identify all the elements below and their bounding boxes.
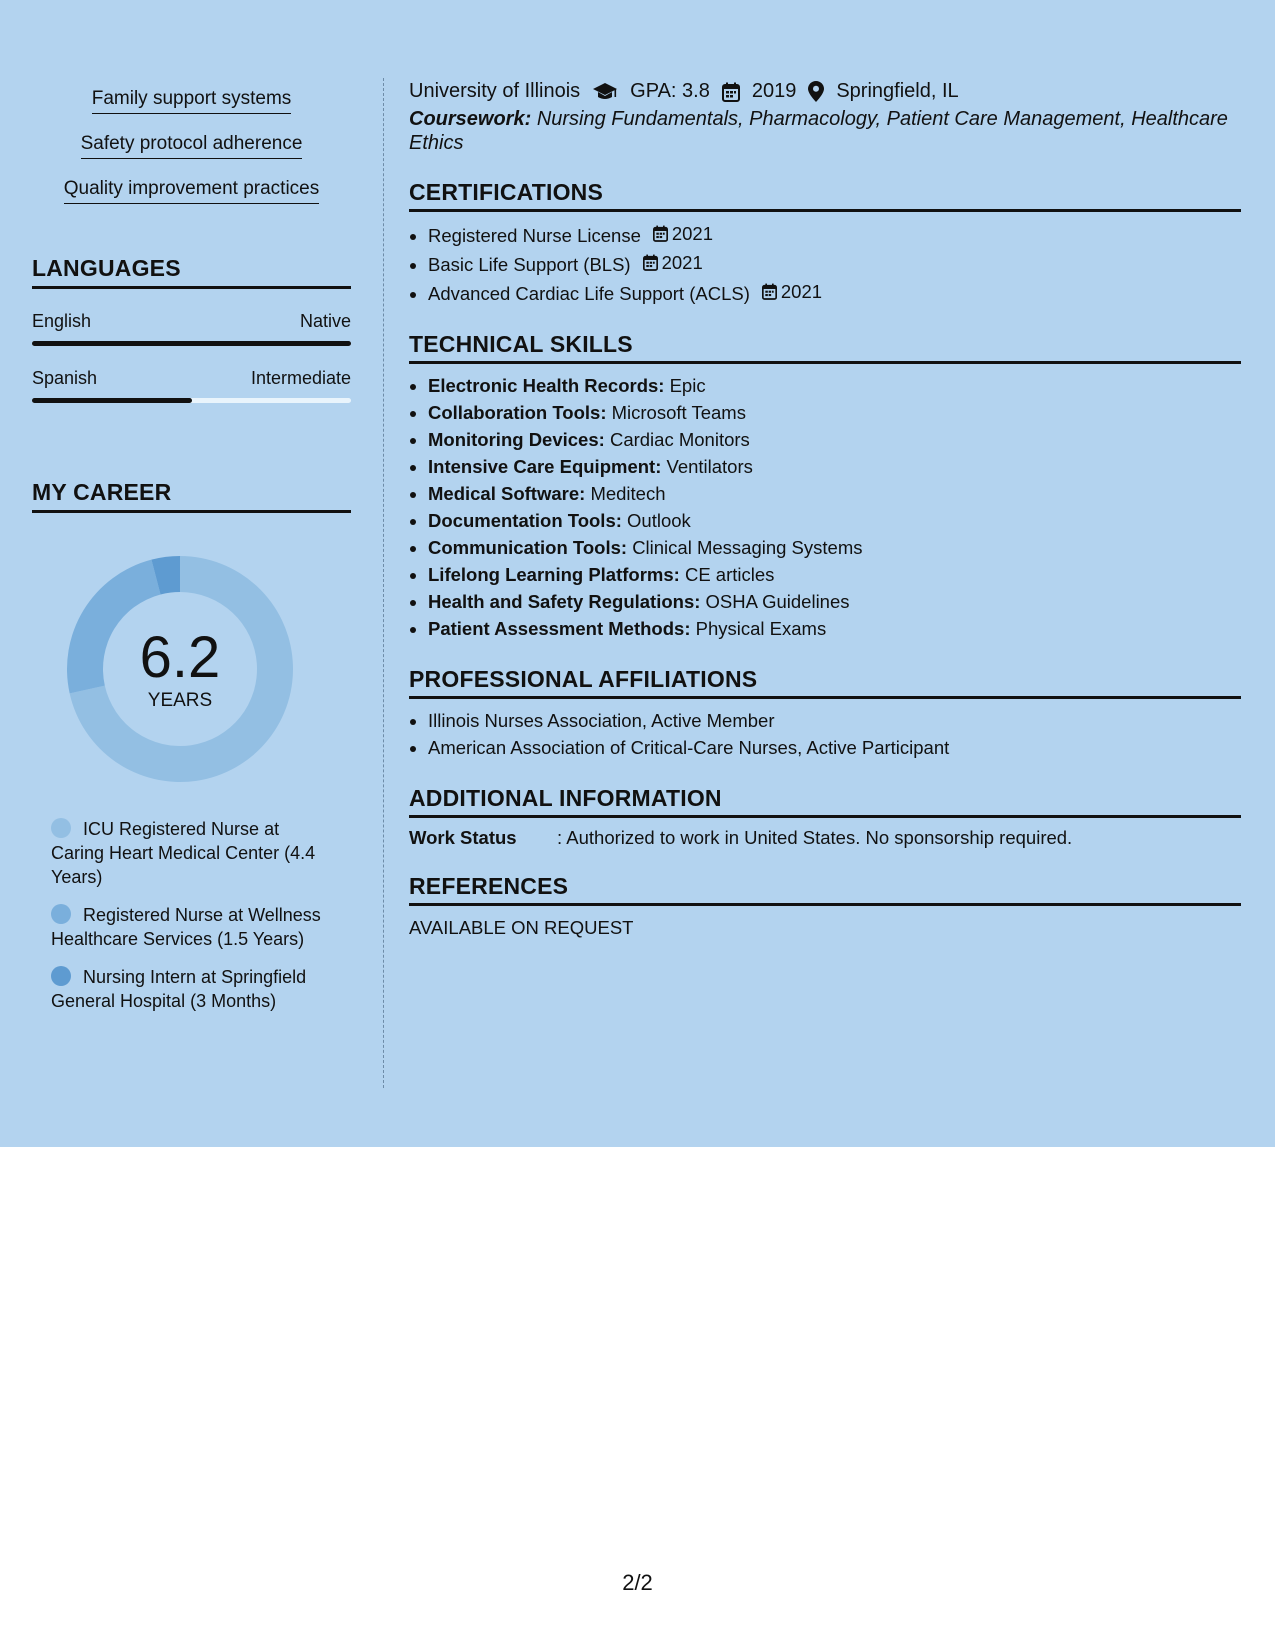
skill-value: Epic <box>669 375 706 396</box>
skill-item <box>428 561 1241 588</box>
work-status-label: Work Status <box>409 827 517 848</box>
calendar-icon <box>643 254 658 271</box>
career-heading: MY CAREER <box>32 479 351 513</box>
skill-label: Communication Tools: <box>428 537 628 558</box>
affiliation-item: • Illinois Nurses Association, Active Member <box>428 707 1241 734</box>
career-legend-label: ICU Registered Nurse at Caring Heart Medical Center (4.4 Years) <box>51 819 316 887</box>
work-status-row <box>409 827 1241 849</box>
skill-item <box>428 480 1241 507</box>
career-legend-item <box>51 817 331 889</box>
language-item <box>32 311 351 346</box>
certifications-heading: CERTIFICATIONS <box>409 179 1241 212</box>
career-total-value: 6.2 <box>139 625 221 690</box>
skill-label: Documentation Tools: <box>428 510 622 531</box>
skill-item <box>428 507 1241 534</box>
skill-label: Collaboration Tools: <box>428 402 607 423</box>
career-legend-item <box>51 965 331 1013</box>
graduation-cap-icon <box>592 82 618 102</box>
strength-item: Family support systems <box>92 88 292 114</box>
skill-value: Physical Exams <box>695 618 827 639</box>
language-item <box>32 368 351 403</box>
map-pin-icon <box>808 81 824 102</box>
certification-name: Basic Life Support (BLS) <box>428 254 631 275</box>
skill-value: Cardiac Monitors <box>609 429 750 450</box>
skill-label: Intensive Care Equipment: <box>428 456 662 477</box>
skill-label: Medical Software: <box>428 483 586 504</box>
technical-skills-heading: TECHNICAL SKILLS <box>409 331 1241 364</box>
skill-value: Clinical Messaging Systems <box>632 537 863 558</box>
strength-item: Safety protocol adherence <box>81 133 303 159</box>
strength-item: Quality improvement practices <box>64 178 320 204</box>
language-name: English <box>32 311 92 331</box>
right-column <box>409 78 1241 939</box>
education-year: 2019 <box>751 80 797 102</box>
references-heading: REFERENCES <box>409 873 1241 906</box>
additional-info-heading: ADDITIONAL INFORMATION <box>409 785 1241 818</box>
career-legend-label: Nursing Intern at Springfield General Hospital (3 Months) <box>51 967 307 1011</box>
education-school: University of Illinois <box>409 80 581 102</box>
left-column <box>32 78 351 1027</box>
coursework-list: Nursing Fundamentals, Pharmacology, Patient Care Management, Healthcare Ethics <box>409 108 1228 154</box>
career-legend-item <box>51 903 331 951</box>
career-donut-chart <box>67 556 293 782</box>
skill-item <box>428 534 1241 561</box>
language-name: Spanish <box>32 368 98 388</box>
affiliations-heading: PROFESSIONAL AFFILIATIONS <box>409 666 1241 699</box>
skill-label: Patient Assessment Methods: <box>428 618 691 639</box>
certification-year: 2021 <box>671 223 714 244</box>
skill-label: Monitoring Devices: <box>428 429 605 450</box>
coursework <box>409 107 1241 155</box>
language-level: Intermediate <box>250 368 351 388</box>
career-legend <box>51 817 331 1013</box>
certifications-list <box>428 220 1241 307</box>
certification-item <box>428 278 1241 307</box>
page-number: 2/2 <box>622 1570 653 1595</box>
language-level: Native <box>299 311 351 331</box>
education-line <box>409 80 1241 103</box>
skill-value: CE articles <box>684 564 775 585</box>
career-total-unit: YEARS <box>147 690 213 711</box>
certification-name: Advanced Cardiac Life Support (ACLS) <box>428 283 750 304</box>
references-text: AVAILABLE ON REQUEST <box>409 917 634 938</box>
language-bar-fill <box>32 398 192 403</box>
technical-skills-list <box>428 372 1241 642</box>
affiliation-item: • American Association of Critical-Care Nurses, Active Participant <box>428 734 1241 761</box>
certification-name: Registered Nurse License <box>428 225 641 246</box>
column-divider <box>383 78 384 1088</box>
legend-dot-icon <box>51 966 71 986</box>
calendar-icon <box>653 225 668 242</box>
legend-dot-icon <box>51 818 71 838</box>
language-bar-fill <box>32 341 351 346</box>
certification-year: 2021 <box>661 252 703 273</box>
certification-item <box>428 249 1241 278</box>
coursework-label: Coursework: <box>409 108 532 130</box>
legend-dot-icon <box>51 904 71 924</box>
languages-heading: LANGUAGES <box>32 255 351 289</box>
affiliations-list <box>428 707 1241 761</box>
skill-value: Outlook <box>627 510 691 531</box>
skill-item <box>428 453 1241 480</box>
certification-year: 2021 <box>780 281 823 302</box>
calendar-icon <box>722 82 740 102</box>
skill-value: Meditech <box>590 483 666 504</box>
skill-value: Microsoft Teams <box>611 402 746 423</box>
skill-value: Ventilators <box>666 456 753 477</box>
certification-item <box>428 220 1241 249</box>
skill-item <box>428 615 1241 642</box>
skill-item <box>428 399 1241 426</box>
skill-label: Electronic Health Records: <box>428 375 665 396</box>
skill-item <box>428 372 1241 399</box>
language-bar <box>32 398 351 403</box>
language-bar <box>32 341 351 346</box>
skill-value: OSHA Guidelines <box>705 591 850 612</box>
career-legend-label: Registered Nurse at Wellness Healthcare Services (1.5 Years) <box>51 905 321 949</box>
education-location: Springfield, IL <box>836 80 959 102</box>
education-gpa: GPA: 3.8 <box>630 80 710 102</box>
strengths-list <box>32 78 351 213</box>
skill-item <box>428 588 1241 615</box>
work-status-value: : Authorized to work in United States. No sponsorship required. <box>557 827 1073 848</box>
skill-item <box>428 426 1241 453</box>
skill-label: Lifelong Learning Platforms: <box>428 564 680 585</box>
calendar-icon <box>762 283 777 300</box>
skill-label: Health and Safety Regulations: <box>428 591 701 612</box>
